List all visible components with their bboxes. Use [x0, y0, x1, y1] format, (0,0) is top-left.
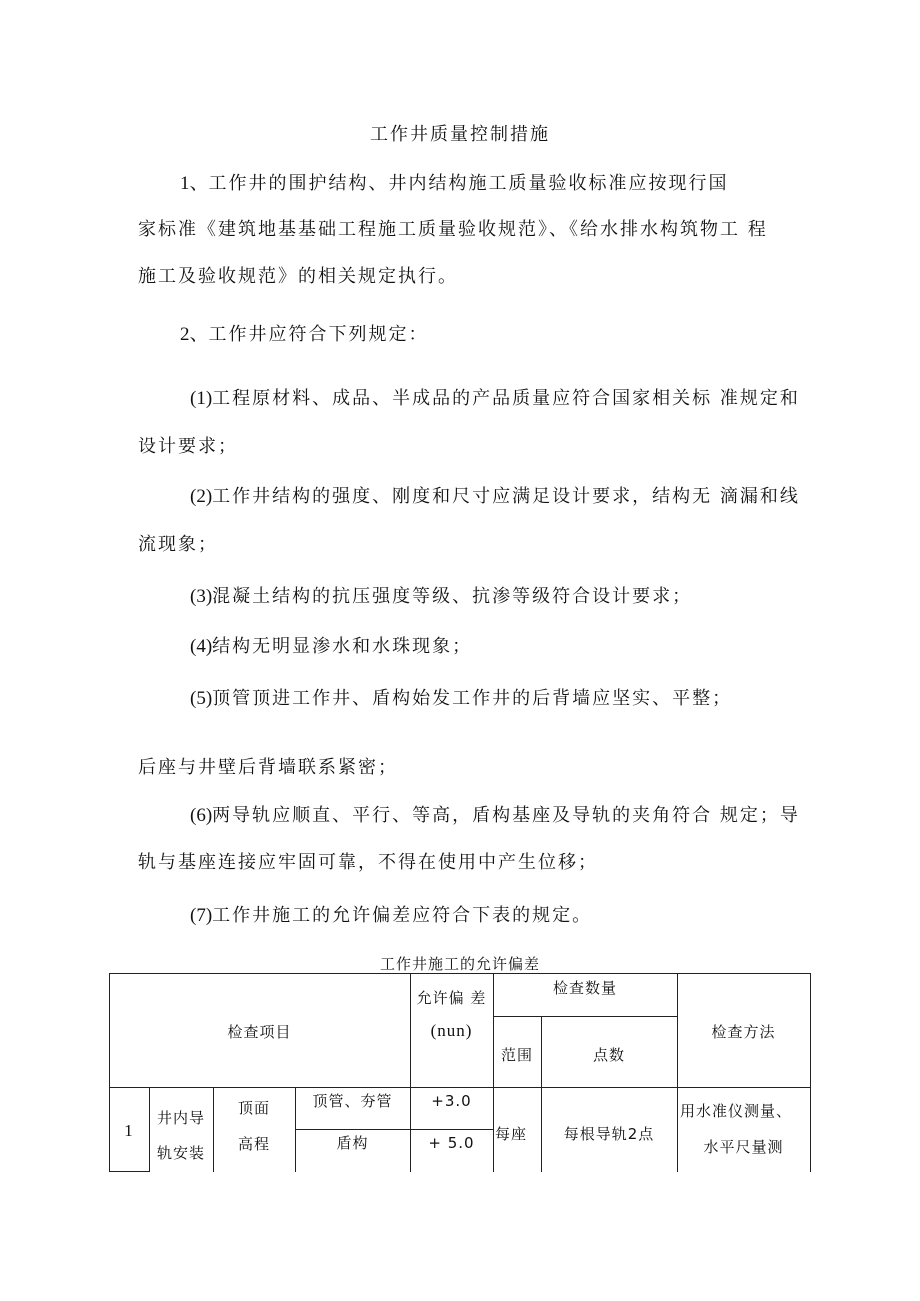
document-title: 工作井质量控制措施	[370, 124, 550, 145]
table-line-col-6	[541, 1016, 542, 1172]
table-border-bottom	[109, 1171, 149, 1172]
table-line-quantity-split	[493, 1016, 678, 1017]
paragraph-2: 2、工作井应符合下列规定：	[180, 324, 429, 345]
header-points: 点数	[592, 1046, 625, 1064]
paragraph-1-line-3: 施工及验收规范》的相关规定执行。	[138, 266, 458, 287]
row-category-line-1: 井内导	[156, 1109, 205, 1127]
item-2-line-1: (2)工作井结构的强度、刚度和尺寸应满足设计要求，结构无 滴漏和线	[190, 486, 800, 507]
header-tolerance-line-1: 允许偏 差	[416, 989, 487, 1007]
table-line-header-bottom	[109, 1087, 811, 1088]
table-border-top	[109, 973, 811, 974]
header-check-quantity: 检查数量	[552, 979, 617, 997]
item-1-line-2: 设计要求；	[138, 436, 238, 457]
row-points: 每根导轨2点	[563, 1125, 655, 1143]
item-5-line-2: 后座与井壁后背墙联系紧密；	[138, 757, 398, 778]
row-type-b: 盾构	[336, 1134, 369, 1152]
row-range: 每座	[495, 1125, 528, 1143]
row-method-line-1: 用水准仪测量、	[680, 1102, 793, 1120]
item-5-line-1: (5)顶管顶进工作井、盾构始发工作井的后背墙应坚实、平整；	[190, 688, 733, 709]
tolerance-table	[109, 973, 811, 1172]
table-border-left	[109, 973, 110, 1172]
table-border-right	[810, 973, 811, 1172]
item-1-line-1: (1)工程原材料、成品、半成品的产品质量应符合国家相关标 准规定和	[190, 388, 800, 409]
paragraph-1-line-1: 1、工作井的围护结构、井内结构施工质量验收标准应按现行国	[180, 173, 729, 194]
header-range: 范围	[500, 1046, 533, 1064]
table-caption: 工作井施工的允许偏差	[379, 955, 540, 973]
row-sub-line-2: 高程	[237, 1135, 270, 1153]
row-value-b: + 5.0	[428, 1134, 475, 1152]
row-index: 1	[124, 1121, 134, 1140]
table-line-row-split	[295, 1129, 493, 1130]
item-4: (4)结构无明显渗水和水珠现象；	[190, 636, 473, 657]
item-2-line-2: 流现象；	[138, 534, 218, 555]
header-tolerance-line-2: (nun)	[430, 1021, 473, 1040]
row-sub-line-1: 顶面	[237, 1099, 270, 1117]
row-method-line-2: 水平尺量测	[703, 1138, 784, 1156]
item-6-line-2: 轨与基座连接应牢固可靠，不得在使用中产生位移；	[138, 852, 598, 873]
item-3: (3)混凝土结构的抗压强度等级、抗渗等级符合设计要求；	[190, 586, 693, 607]
paragraph-2-number: 2、	[180, 324, 209, 345]
row-value-a: +3.0	[431, 1092, 472, 1110]
row-type-a: 顶管、夯管	[312, 1092, 393, 1110]
row-category-line-2: 轨安装	[156, 1144, 205, 1162]
item-7: (7)工作井施工的允许偏差应符合下表的规定。	[190, 905, 593, 926]
header-check-item: 检查项目	[227, 1023, 292, 1041]
table-line-col-5	[493, 973, 494, 1172]
paragraph-1-line-2: 家标准《建筑地基基础工程施工质量验收规范》、《给水排水构筑物工 程	[138, 219, 768, 240]
item-6-line-1: (6)两导轨应顺直、平行、等高，盾构基座及导轨的夹角符合 规定；导	[190, 805, 800, 826]
paragraph-1-number: 1、	[180, 173, 209, 194]
header-check-method: 检查方法	[711, 1023, 776, 1041]
